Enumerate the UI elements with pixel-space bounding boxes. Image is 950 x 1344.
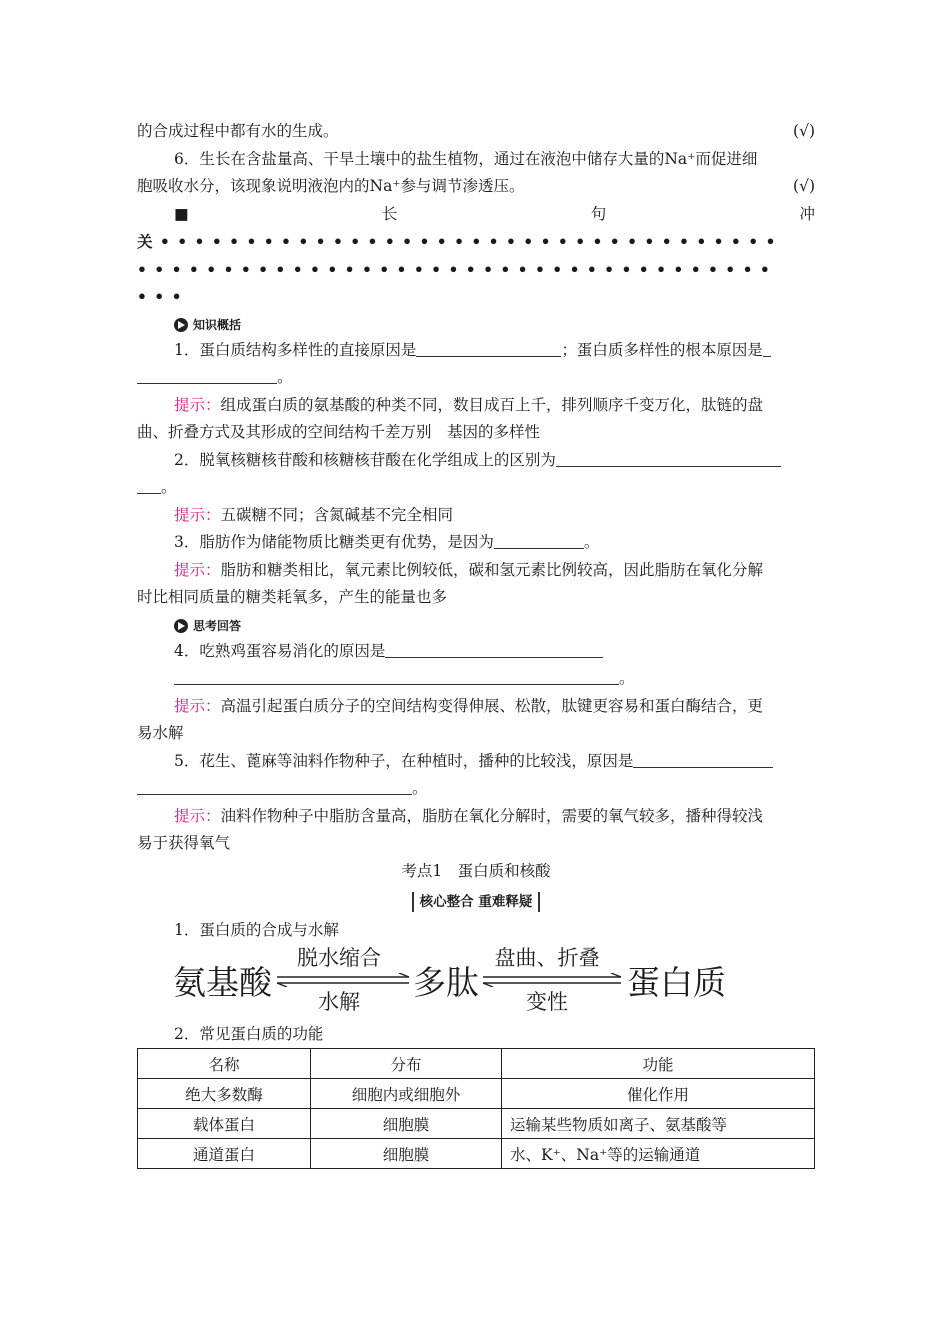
heading-char: 冲 (799, 204, 815, 223)
node-protein: 蛋白质 (627, 962, 726, 1002)
heading-char: 关 (137, 232, 154, 251)
arrow-label-top: 盘曲、折叠 (494, 945, 600, 970)
hint-5 (137, 803, 815, 831)
hint-3 (137, 557, 815, 585)
question-text: 的合成过程中都有水的生成。 (137, 122, 339, 140)
text-line (137, 146, 815, 174)
question-5-cont (137, 775, 815, 803)
hint-2 (137, 502, 815, 530)
hint-label: 提示： (174, 560, 221, 579)
subheading-synthesis: 1．蛋白质的合成与水解 (174, 921, 339, 939)
hint-label: 提示： (174, 395, 221, 414)
protein-function-table (137, 1048, 815, 1169)
dot-leader: • • • • • • • • • • • • • • • • • • • • • • • • • • • • • • • • • • • • (159, 232, 777, 251)
punctuation: 。 (412, 779, 428, 797)
table-cell: 通道蛋白 (138, 1139, 311, 1169)
table-header-row (138, 1049, 815, 1079)
dot-leader: • • • (137, 287, 183, 306)
hint-text: 五碳糖不同；含氮碱基不完全相同 (220, 505, 454, 524)
answer-blank[interactable] (494, 532, 584, 549)
answer-blank[interactable] (416, 340, 561, 357)
table-row (138, 1109, 815, 1139)
hint-label: 提示： (174, 696, 221, 715)
table-cell: 细胞内或细胞外 (311, 1079, 502, 1109)
answer-blank[interactable] (385, 641, 603, 658)
hint-text: 脂肪和糖类相比，氧元素比例较低，碳和氢元素比例较高，因此脂肪在氧化分解 (220, 560, 764, 579)
table-header: 分布 (311, 1049, 502, 1079)
punctuation: 。 (583, 533, 600, 551)
question-text: 胞吸收水分，该现象说明液泡内的Na⁺参与调节渗透压。 (137, 177, 525, 195)
hint-text: 曲、折叠方式及其形成的空间结构千差万别 基因的多样性 (137, 423, 541, 441)
table-header: 功能 (502, 1049, 815, 1079)
question-text: 3．脂肪作为储能物质比糖类更有优势，是因为 (174, 533, 494, 551)
question-text: 4．吃熟鸡蛋容易消化的原因是 (174, 641, 386, 660)
answer-mark: (√) (793, 122, 815, 140)
answer-blank[interactable] (174, 668, 619, 685)
question-2-cont (137, 474, 815, 502)
table-header: 名称 (138, 1049, 311, 1079)
answer-blank[interactable] (556, 450, 781, 467)
hint-label: 提示： (174, 806, 221, 825)
section-tag-knowledge (137, 313, 815, 337)
table-cell: 细胞膜 (311, 1109, 502, 1139)
question-1 (137, 337, 815, 365)
protein-synthesis-diagram (137, 945, 815, 1017)
section-badge-row (137, 885, 815, 917)
hint-text: 高温引起蛋白质分子的空间结构变得伸展、松散，肽键更容易和蛋白酶结合，更 (220, 696, 764, 715)
question-text: ；蛋白质多样性的根本原因是 (561, 340, 763, 359)
question-text: 1．蛋白质结构多样性的直接原因是 (174, 340, 417, 359)
punctuation: 。 (277, 368, 293, 386)
dotted-line (137, 256, 815, 284)
heading-char: 句 (590, 204, 607, 223)
arrow-label-bottom: 水解 (318, 989, 360, 1014)
punctuation: 。 (619, 669, 635, 687)
equilibrium-arrow-icon (275, 973, 411, 987)
node-polypeptide: 多肽 (413, 962, 479, 1002)
dotted-line (137, 283, 815, 311)
table-cell: 绝大多数酶 (138, 1079, 311, 1109)
node-amino-acid: 氨基酸 (173, 962, 272, 1002)
table-cell: 载体蛋白 (138, 1109, 311, 1139)
punctuation: 。 (161, 478, 177, 496)
section-tag-think (137, 614, 815, 638)
text-line (137, 173, 815, 201)
dotted-line (137, 228, 815, 256)
section-badge: 核心整合 重难释疑 (412, 892, 541, 912)
long-sentence-heading (137, 201, 815, 229)
hint-4 (137, 693, 815, 721)
question-3 (137, 529, 815, 557)
play-circle-icon (174, 318, 188, 332)
heading-char: 长 (381, 204, 398, 223)
play-circle-icon (174, 619, 188, 633)
hint-text: 易水解 (137, 724, 184, 742)
question-text: 2．脱氧核糖核苷酸和核糖核苷酸在化学组成上的区别为 (174, 450, 556, 469)
question-text: 5．花生、蓖麻等油料作物种子，在种植时，播种的比较浅，原因是 (174, 751, 634, 770)
question-4 (137, 638, 815, 666)
hint-text: 油料作物种子中脂肪含量高，脂肪在氧化分解时，需要的氧气较多，播种得较浅 (220, 806, 764, 825)
answer-mark: (√) (793, 177, 815, 195)
hint-5-cont (137, 830, 815, 858)
answer-blank[interactable] (137, 367, 277, 384)
section-tag-label: 思考回答 (193, 619, 242, 633)
table-row (138, 1139, 815, 1169)
answer-blank[interactable] (633, 751, 773, 768)
question-4-cont (137, 665, 815, 693)
hint-1-cont (137, 419, 815, 447)
section-tag-label: 知识概括 (193, 318, 242, 332)
question-5 (137, 748, 815, 776)
hint-4-cont (137, 720, 815, 748)
square-bullet-icon: ■ (174, 204, 189, 223)
hint-3-cont (137, 584, 815, 612)
answer-blank[interactable] (137, 778, 412, 795)
hint-text: 时比相同质量的糖类耗氧多，产生的能量也多 (137, 588, 448, 606)
question-2 (137, 447, 815, 475)
answer-blank[interactable] (763, 340, 771, 357)
equilibrium-arrow-icon (481, 973, 623, 987)
arrow-label-top: 脱水缩合 (297, 945, 381, 970)
document-page (137, 118, 815, 1169)
question-text: 6．生长在含盐量高、干旱土壤中的盐生植物，通过在液泡中储存大量的Na⁺而促进细 (174, 149, 758, 168)
table-cell: 运输某些物质如离子、氨基酸等 (502, 1109, 815, 1139)
text-line (137, 118, 815, 146)
hint-text: 组成蛋白质的氨基酸的种类不同，数目成百上千，排列顺序千变万化，肽链的盘 (220, 395, 764, 414)
hint-text: 易于获得氧气 (137, 834, 231, 852)
table-cell: 催化作用 (502, 1079, 815, 1109)
table-row (138, 1079, 815, 1109)
answer-blank[interactable] (137, 477, 161, 494)
dot-leader: • • • • • • • • • • • • • • • • • • • • • • • • • • • • • • • • • • • • • (137, 259, 771, 279)
subheading-functions: 2．常见蛋白质的功能 (174, 1024, 324, 1043)
hint-label: 提示： (174, 505, 221, 524)
section-title: 考点1 蛋白质和核酸 (401, 861, 551, 880)
table-cell: 细胞膜 (311, 1139, 502, 1169)
arrow-label-bottom: 变性 (526, 989, 568, 1014)
table-cell: 水、K⁺、Na⁺等的运输通道 (502, 1139, 815, 1169)
hint-1 (137, 392, 815, 420)
question-1-cont (137, 364, 815, 392)
